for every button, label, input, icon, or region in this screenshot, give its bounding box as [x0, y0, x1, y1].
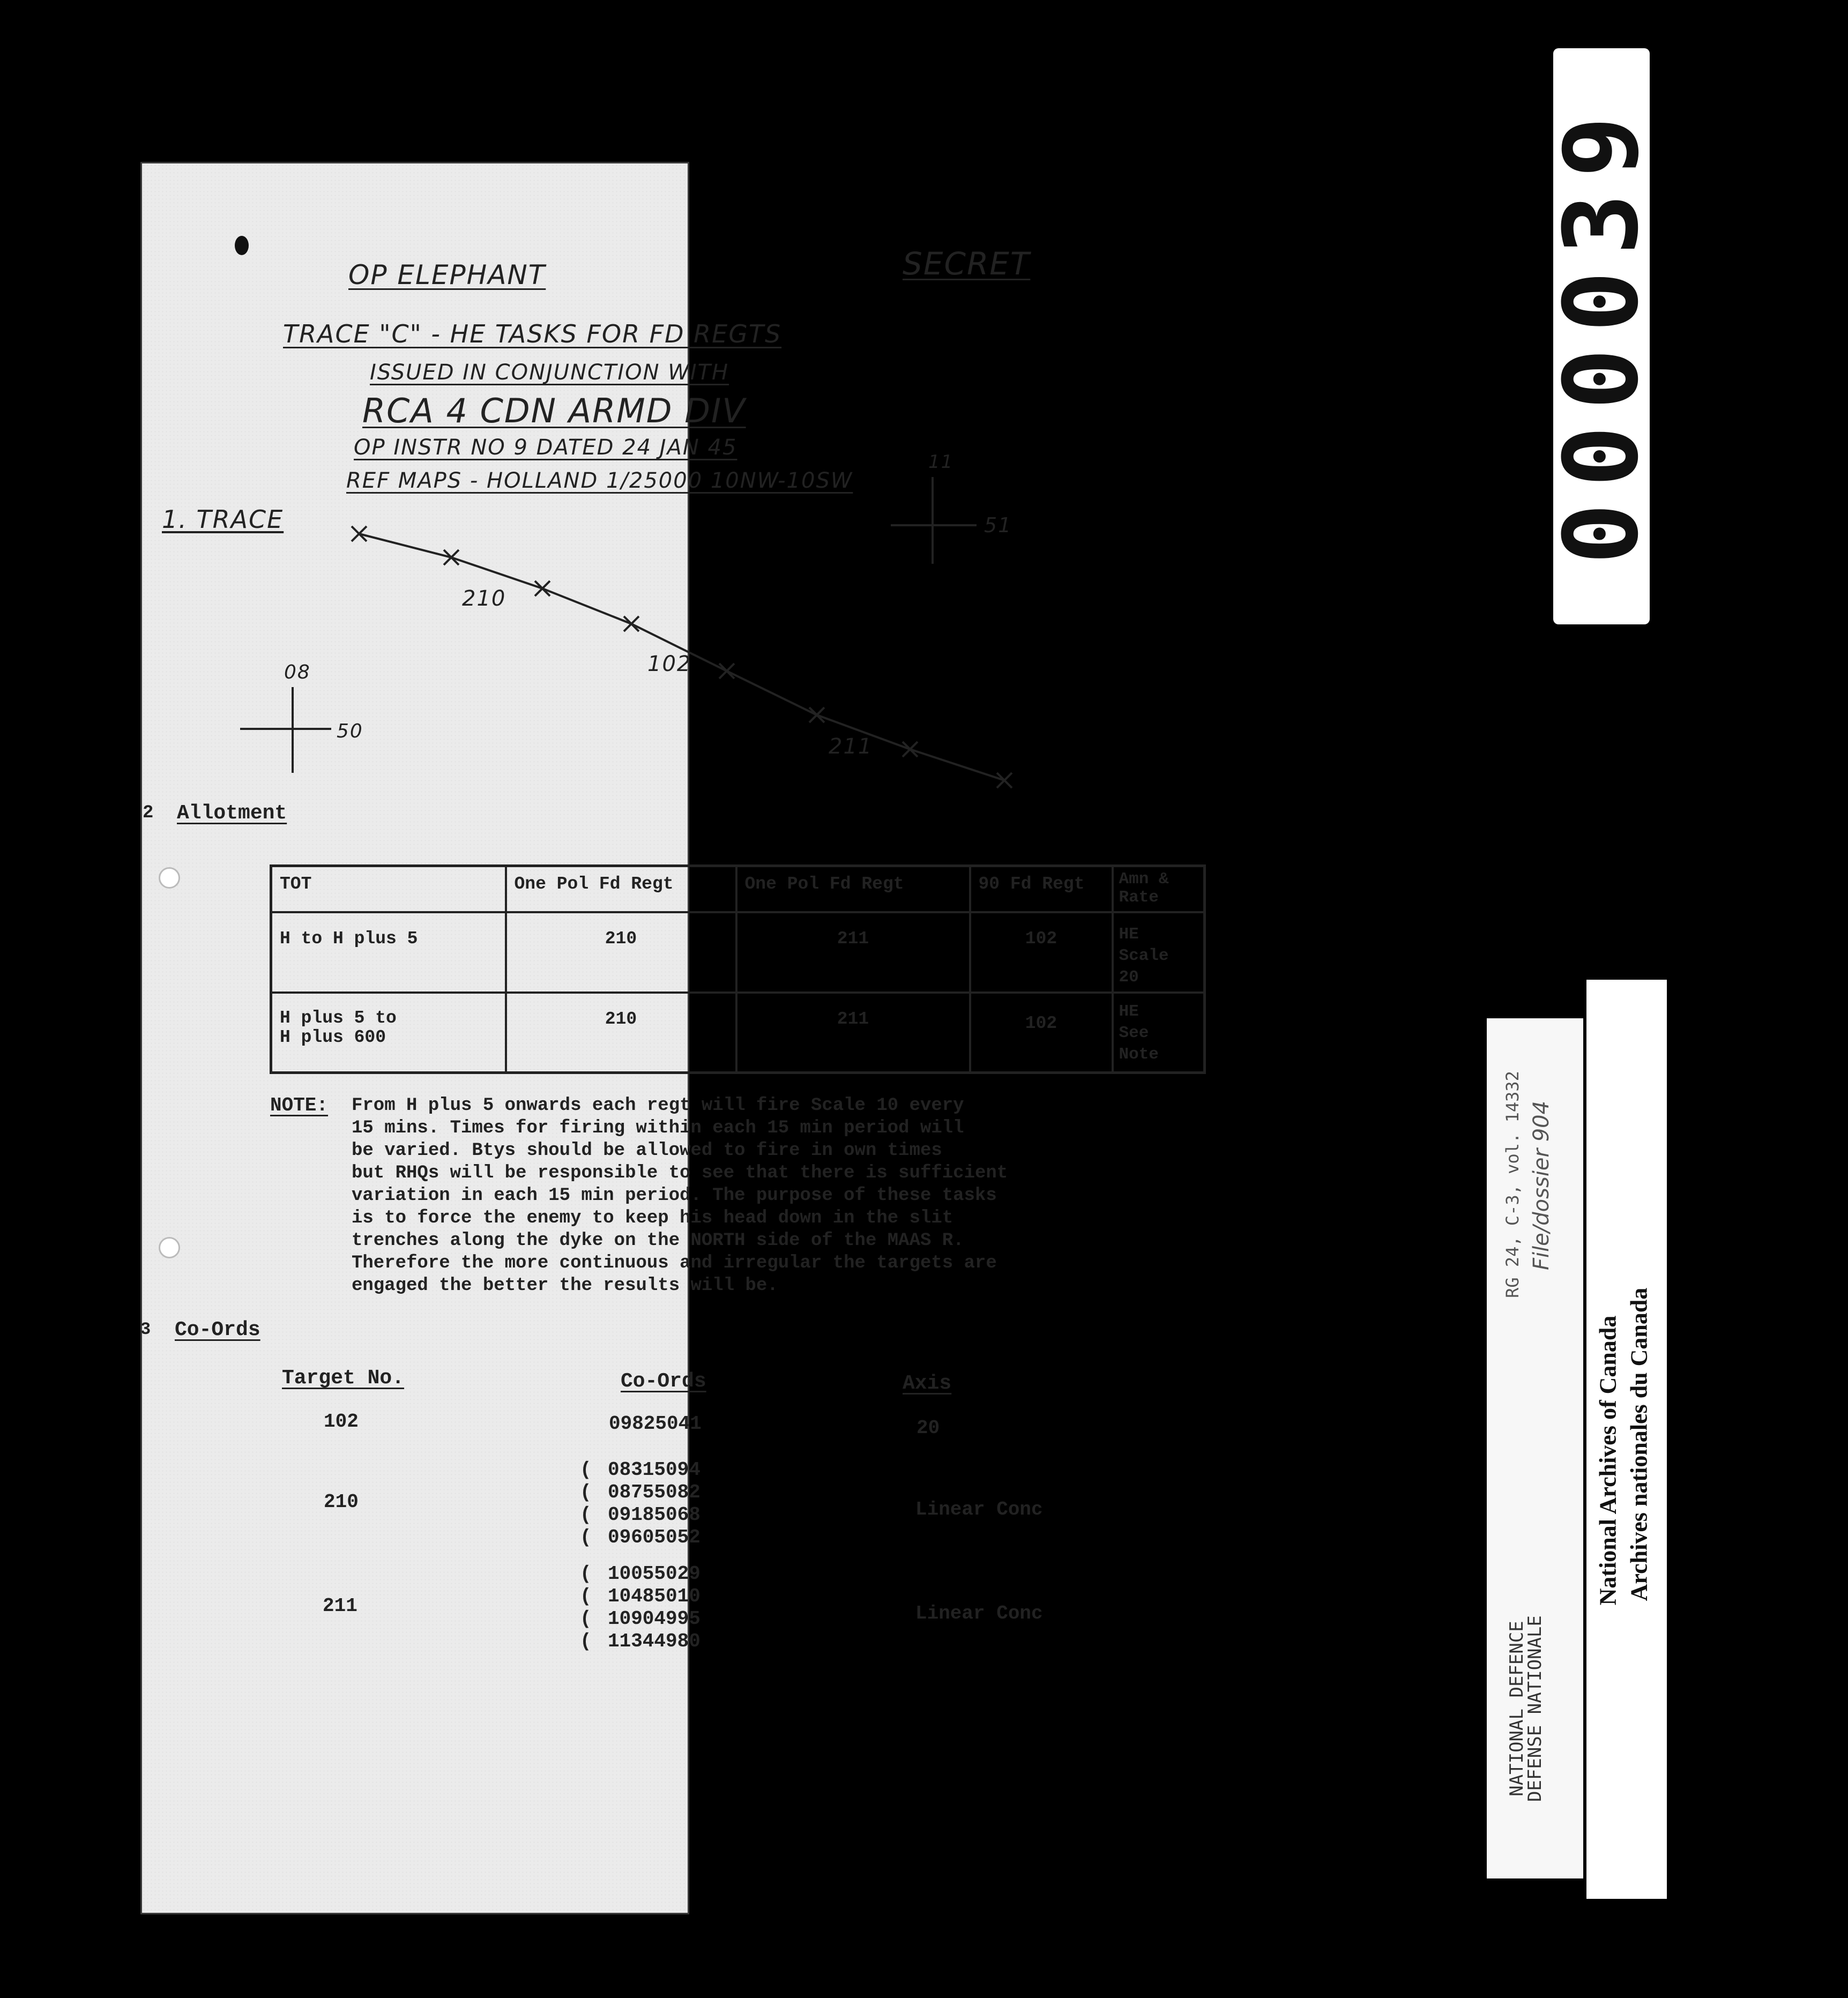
- target-axis: Linear Conc: [915, 1498, 1043, 1520]
- note-line: Therefore the more continuous and irregular the targets are: [352, 1253, 997, 1273]
- header-opinstr-line: OP INSTR NO 9 DATED 24 JAN 45: [354, 435, 737, 460]
- table-cell: HE See Note: [1113, 993, 1205, 1073]
- grid-ref-top-north: 11: [928, 451, 954, 473]
- note-line: is to force the enemy to keep his head down in the slit: [352, 1208, 953, 1228]
- table-cell: HE Scale 20: [1113, 912, 1205, 993]
- table-header-cell: One Pol Fd Regt: [736, 866, 970, 912]
- grid-ref-bottom-east: 50: [337, 720, 363, 742]
- target-coord: 08755082: [608, 1481, 701, 1503]
- table-cell: 211: [736, 912, 970, 993]
- note-label: NOTE:: [270, 1094, 329, 1116]
- table-cell: 210: [506, 912, 736, 993]
- header-refmaps-line: REF MAPS - HOLLAND 1/25000 10NW-10SW: [346, 468, 853, 493]
- dept-en: NATIONAL DEFENCE: [1506, 1621, 1527, 1796]
- note-line: be varied. Btys should be allowed to fire in own times: [352, 1140, 942, 1161]
- archive-number: 000039: [1542, 100, 1661, 565]
- trace-target-label: 210: [462, 586, 506, 611]
- target-coord: 11344980: [608, 1630, 701, 1652]
- table-cell: 102: [970, 912, 1113, 993]
- target-axis: 20: [916, 1417, 940, 1439]
- table-header-cell: Amn & Rate: [1113, 866, 1205, 912]
- note-line: From H plus 5 onwards each regt will fire Scale 10 every: [352, 1095, 964, 1116]
- note-line: variation in each 15 min period. The purpose of these tasks: [352, 1186, 997, 1206]
- target-number: 211: [323, 1595, 357, 1617]
- coord-list: [608, 1459, 701, 1549]
- dept-fr: DEFENSE NATIONALE: [1524, 1615, 1546, 1802]
- table-cell: H plus 5 to H plus 600: [271, 993, 506, 1073]
- allotment-table: [270, 864, 1206, 1074]
- target-coord: 10485010: [608, 1585, 701, 1607]
- header-trace-line: TRACE "C" - HE TASKS FOR FD REGTS: [283, 319, 782, 348]
- table-header-cell: 90 Fd Regt: [970, 866, 1113, 912]
- coords-col-axis: Axis: [903, 1372, 952, 1395]
- archives-name-en: National Archives of Canada: [1594, 1315, 1621, 1606]
- table-cell: 210: [506, 993, 736, 1073]
- archive-file: File/dossier 904: [1529, 1100, 1554, 1271]
- note-line: trenches along the dyke on the NORTH side of the MAAS R.: [352, 1231, 964, 1251]
- coord-paren: ( ( ( (: [580, 1563, 592, 1652]
- target-axis: Linear Conc: [915, 1602, 1043, 1624]
- table-header-cell: One Pol Fd Regt: [506, 866, 736, 912]
- trace-target-label: 211: [829, 734, 873, 759]
- trace-target-label: 102: [647, 652, 692, 676]
- target-number: 210: [324, 1491, 359, 1513]
- grid-ref-top-east: 51: [984, 513, 1012, 537]
- table-cell: 102: [970, 993, 1113, 1073]
- table-header-cell: TOT: [271, 866, 506, 912]
- op-title: OP ELEPHANT: [348, 259, 546, 290]
- note-line: 15 mins. Times for firing within each 15 min period will: [352, 1118, 964, 1138]
- table-cell: H to H plus 5: [271, 912, 506, 993]
- archive-reference: RG 24, C-3, vol. 14332: [1502, 1071, 1523, 1298]
- target-number: 102: [324, 1411, 359, 1433]
- header-issued-line: ISSUED IN CONJUNCTION WITH: [370, 360, 729, 385]
- table-cell: 211: [736, 993, 970, 1073]
- coord-list: [608, 1563, 701, 1653]
- target-coord: 10055029: [608, 1563, 701, 1585]
- allotment-section-number: 2: [143, 803, 154, 823]
- table-header-row: [271, 866, 1205, 912]
- coords-col-coords: Co-Ords: [621, 1370, 706, 1393]
- header-rca-line: RCA 4 CDN ARMD DIV: [362, 391, 746, 430]
- note-line: engaged the better the results will be.: [352, 1276, 778, 1296]
- coords-col-target: Target No.: [282, 1367, 405, 1390]
- coords-section-number: 3: [140, 1319, 151, 1339]
- target-coord: 09825041: [609, 1413, 702, 1435]
- table-row: [271, 993, 1205, 1073]
- trace-heading: 1. TRACE: [162, 505, 284, 534]
- target-coord: 09185068: [608, 1504, 701, 1526]
- target-coord: 08315094: [608, 1459, 701, 1481]
- table-row: [271, 912, 1205, 993]
- coord-paren: ( ( ( (: [580, 1459, 592, 1548]
- coords-heading: Co-Ords: [175, 1318, 260, 1341]
- classification-label: SECRET: [903, 245, 1031, 282]
- archives-name-fr: Archives nationales du Canada: [1626, 1287, 1652, 1601]
- target-coord: 09605052: [608, 1526, 701, 1548]
- allotment-heading: Allotment: [177, 802, 287, 825]
- note-line: but RHQs will be responsible to see that there is sufficient: [352, 1163, 1008, 1183]
- grid-ref-bottom-north: 08: [284, 661, 311, 683]
- note-body: [352, 1095, 1008, 1298]
- target-coord: 10904995: [608, 1608, 701, 1630]
